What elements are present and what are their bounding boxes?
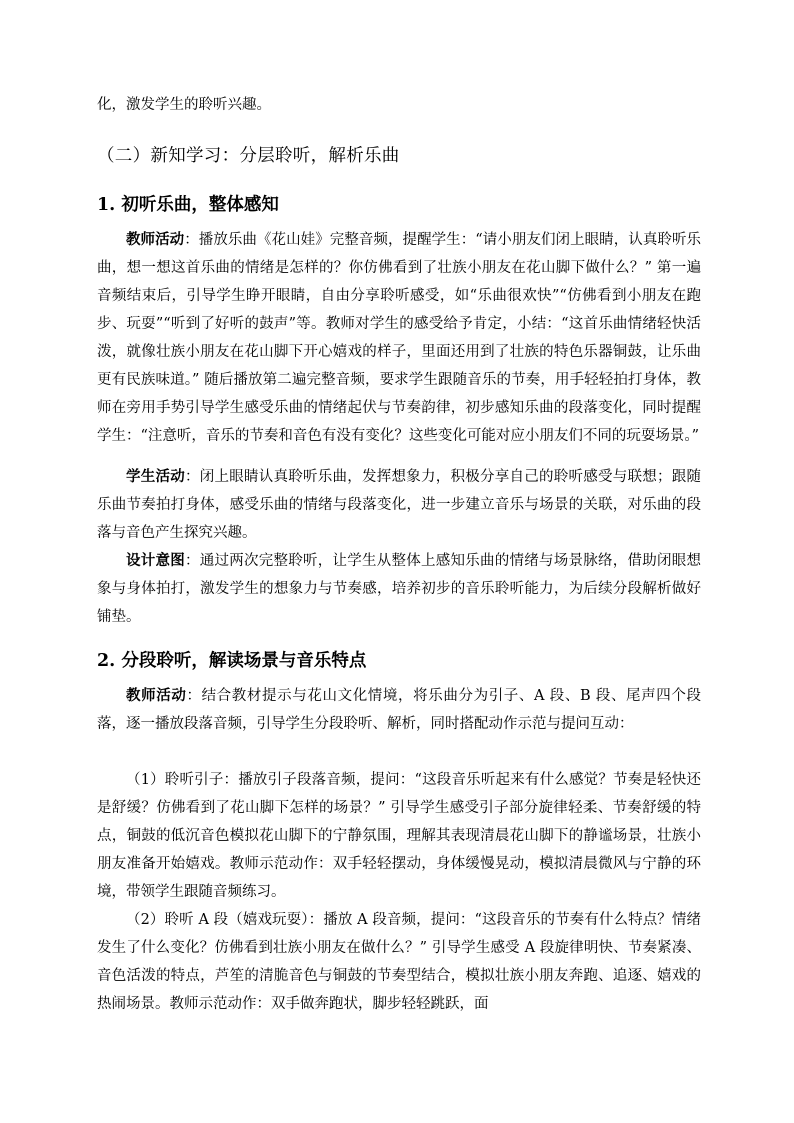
teacher-activity-text-2: ：结合教材提示与花山文化情境，将乐曲分为引子、A 段、B 段、尾声四个段落，逐一播放段落音频，引导学生分段聆听、解析，同时搭配动作示范与提问互动： [97,688,702,732]
student-activity-label: 学生活动 [126,468,185,485]
design-intent-text: ：通过两次完整聆听，让学生从整体上感知乐曲的情绪与场景脉络，借助闭眼想象与身体拍打，激发学生的想象力与节奏感，培养初步的音乐聆听能力，为后续分段解析做好铺垫。 [97,553,701,625]
paragraph-teacher-activity-2 [97,682,701,738]
teacher-activity-label: 教师活动 [126,231,185,248]
paragraph-item-a-section: （2）聆听 A 段（嬉戏玩耍）：播放 A 段音频，提问：“这段音乐的节奏有什么特点？情绪发生了什么变化？仿佛看到壮族小朋友在做什么？” 引导学生感受 A 段旋律明快、节奏紧凑、音色活泼的特点，芦笙的清脆音色与铜鼓的节奏型结合，模拟壮族小朋友奔跑、追逐、嬉戏的热闹场景。教师示范动作：双手做奔跑状，脚步轻轻跳跃，面 [97,912,701,1012]
student-activity-text: ：闭上眼睛认真聆听乐曲，发挥想象力，积极分享自己的聆听感受与联想；跟随乐曲节奏拍打身体，感受乐曲的情绪与段落变化，进一步建立音乐与场景的关联，对乐曲的段落与音色产生探究兴趣。 [97,469,701,541]
subsection-heading-1: 1. 初听乐曲，整体感知 [97,195,279,215]
paragraph-item-intro: （1）聆听引子：播放引子段落音频，提问：“这段音乐听起来有什么感觉？节奏是轻快还是舒缓？仿佛看到了花山脚下怎样的场景？” 引导学生感受引子部分旋律轻柔、节奏舒缓的特点，铜鼓的低沉音色模拟花山脚下的宁静氛围，理解其表现清晨花山脚下的静谧场景，壮族小朋友准备开始嬉戏。教师示范动作：双手轻轻摆动，身体缓慢晃动，模拟清晨微风与宁静的环境，带领学生跟随音频练习。 [97,772,701,900]
teacher-activity-text: ：播放乐曲《花山娃》完整音频，提醒学生：“请小朋友们闭上眼睛，认真聆听乐曲，想一想这首乐曲的情绪是怎样的？你仿佛看到了壮族小朋友在花山脚下做什么？” 第一遍音频结束后，引导学生睁开眼睛，自由分享聆听感受，如“乐曲很欢快”“仿佛看到小朋友在跑步、玩耍”“听到了好听的鼓声”等。教师对学生的感受给予肯定，小结：“这首乐曲情绪轻快活泼，就像壮族小朋友在花山脚下开心嬉戏的样子，里面还用到了壮族的特色乐器铜鼓，让乐曲更有民族味道。” 随后播放第二遍完整音频，要求学生跟随音乐的节奏，用手轻轻拍打身体，教师在旁用手势引导学生感受乐曲的情绪起伏与节奏韵律，初步感知乐曲的段落变化，同时提醒学生：“注意听，音乐的节奏和音色有没有变化？这些变化可能对应小朋友们不同的玩耍场景。” [97,232,701,444]
paragraph-continuation: 化，激发学生的聆听兴趣。 [97,97,271,113]
paragraph-design-intent-1 [97,547,701,631]
paragraph-teacher-activity-1 [97,226,701,450]
teacher-activity-label-2: 教师活动 [126,687,187,704]
subsection-heading-2: 2. 分段聆听，解读场景与音乐特点 [97,651,367,671]
section-heading: （二）新知学习：分层聆听，解析乐曲 [97,146,400,166]
paragraph-student-activity-1 [97,463,701,547]
design-intent-label: 设计意图 [126,552,185,569]
